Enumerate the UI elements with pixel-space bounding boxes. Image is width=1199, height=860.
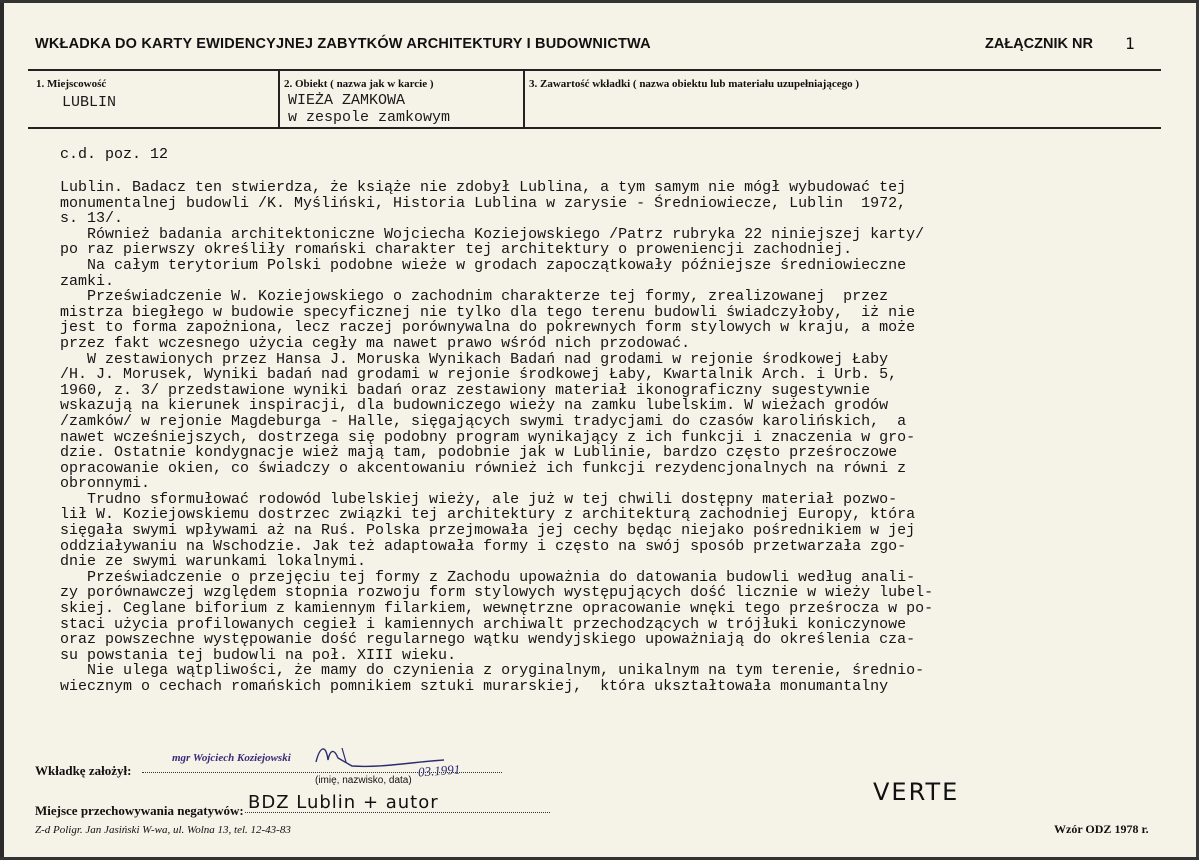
- locality-value: LUBLIN: [62, 94, 117, 111]
- negatives-line: [245, 812, 550, 813]
- object-label: 2. Obiekt: [284, 78, 328, 90]
- body-line: Na całym terytorium Polski podobne wieże w grodach zapoczątkowały późniejsze średniowieczne: [60, 256, 907, 274]
- body-line: staci użycia profilowanych cegieł i kamiennych archiwalt przechodzących w trójłuki koniczynowe: [60, 615, 907, 633]
- body-line: lił W. Koziejowskiemu dostrzec związki tej architektury z architekturą zachodniej Europy, która: [60, 506, 916, 524]
- continuation-reference: c.d. poz. 12: [60, 146, 169, 163]
- body-line: W zestawionych przez Hansa J. Moruska Wynikach Badań nad grodami w rejonie środkowej Łaby: [60, 350, 889, 368]
- verte-mark: VERTE: [873, 778, 960, 806]
- body-line: s. 13/.: [60, 210, 124, 228]
- printer-imprint: Z-d Poligr. Jan Jasiński W-wa, ul. Wolna 13, tel. 12-43-83: [35, 824, 291, 836]
- body-line: oraz powszechne występowanie dość regularnego wątku wendyjskiego upoważniają do określenia cza-: [60, 631, 916, 649]
- body-line: dzie. Ostatnie kondygnacje wież mają tam, podobnie jak w Lublinie, bardzo często prześroczowe: [60, 444, 898, 462]
- body-line: Przeświadczenie W. Koziejowskiego o zachodnim charakterze tej formy, zrealizowanej przez: [60, 288, 889, 306]
- attachment-number: 1: [1125, 34, 1135, 53]
- body-line: Przeświadczenie o przejęciu tej formy z Zachodu upoważnia do datowania budowli według anali-: [60, 568, 916, 586]
- object-value-line2: w zespole zamkowym: [288, 109, 451, 126]
- content-label-note: ( nazwa obiektu lub materiału uzupełniającego ): [632, 78, 860, 90]
- compiled-by-line: [142, 772, 502, 773]
- body-line: skiej. Ceglane biforium z kamiennym filarkiem, wewnętrzne opracowanie wnęki tego prześrocza w po-: [60, 600, 934, 618]
- body-line: zy porównawczej względem stopnia rozwoju form stylowych występujących dość licznie w wieży lubel-: [60, 584, 934, 602]
- content-label-wrap: [529, 78, 859, 90]
- body-line: nawet wcześniejszych, dostrzega się podobny program wynikający z ich funkcji i znaczenia w gro-: [60, 428, 916, 446]
- compiled-by-label: Wkładkę założył:: [35, 763, 132, 778]
- negatives-value: BDZ Lublin + autor: [248, 792, 439, 813]
- scan-edge-left: [0, 0, 4, 860]
- body-line: oddziaływaniu na Wschodzie. Jak też adaptowała formy i często na swój sposób przetwarzała zgo-: [60, 537, 907, 555]
- body-line: Również badania architektoniczne Wojciecha Koziejowskiego /Patrz rubryka 22 niniejszej karty/: [60, 225, 925, 243]
- body-line: zamki.: [60, 272, 115, 290]
- body-line: mistrza biegłego w budowie specyficznej nie tylko dla tego terenu budowli świadczyłoby, iż nie: [60, 303, 916, 321]
- body-line: opracowanie okien, co świadczy o akcentowaniu również ich funkcji rezydencjonalnych na równi z: [60, 459, 907, 477]
- compiled-date: 03.1991: [417, 761, 461, 780]
- negatives-label: Miejsce przechowywania negatywów:: [35, 803, 244, 818]
- body-line: obronnymi.: [60, 475, 151, 493]
- author-stamp: mgr Wojciech Koziejowski: [172, 752, 291, 764]
- body-line: /H. J. Morusek, Wyniki badań nad grodami w rejonie środkowej Łaby, Kwartalnik Arch. i Urb. 5,: [60, 366, 898, 384]
- body-line: przez fakt wczesnego użycia cegły ma nawet prawo wśród nich przodować.: [60, 334, 691, 352]
- body-line: wskazują na kierunek inspiracji, dla budowniczego wieży na zamku lubelskim. W wieżach grodów: [60, 397, 889, 415]
- body-text: [60, 180, 1150, 695]
- object-value-line1: WIEŻA ZAMKOWA: [288, 92, 406, 109]
- object-label-note: ( nazwa jak w karcie ): [330, 78, 434, 90]
- form-title: WKŁADKA DO KARTY EWIDENCYJNEJ ZABYTKÓW ARCHITEKTURY I BUDOWNICTWA: [35, 36, 651, 52]
- field-divider-1: [278, 70, 280, 128]
- body-line: /zamków/ w rejonie Magdeburga - Halle, sięgających swymi tradycjami do czasów karolińskich, a: [60, 412, 907, 430]
- body-line: dnie ze swymi warunkami lokalnymi.: [60, 553, 367, 571]
- body-line: jest to forma zapożniona, lecz raczej porównywalna do pokrewnych form stylowych w kraju, a może: [60, 319, 916, 337]
- attachment-label: ZAŁĄCZNIK NR: [985, 36, 1093, 52]
- locality-label: 1. Miejscowość: [36, 78, 107, 90]
- body-line: po raz pierwszy określiły romański charakter tej architektury o proweniencji zachodniej.: [60, 241, 853, 259]
- body-line: Lublin. Badacz ten stwierdza, że książe nie zdobył Lublina, a tym samym nie mógł wybudować tej: [60, 179, 907, 196]
- compiled-by-hint: (imię, nazwisko, data): [315, 775, 412, 786]
- form-template-label: Wzór ODZ 1978 r.: [1054, 822, 1149, 836]
- scan-edge-top: [0, 0, 1199, 3]
- body-line: sięgała swymi wpływami aż na Ruś. Polska przejmowała jej cechy będąc niejako pośrednikiem w jej: [60, 522, 916, 540]
- header-rule-bottom: [28, 127, 1161, 129]
- body-line: 1960, z. 3/ przedstawione wyniki badań oraz zestawiony materiał ikonograficzny sugestywnie: [60, 381, 871, 399]
- content-label: 3. Zawartość wkładki: [529, 78, 631, 90]
- body-line: Nie ulega wątpliwości, że mamy do czynienia z oryginalnym, unikalnym na tym terenie, średnio-: [60, 662, 925, 680]
- body-line: monumentalnej budowli /K. Myśliński, Historia Lublina w zarysie - Średniowiecze, Lublin 1972,: [60, 194, 907, 212]
- object-label-wrap: [284, 78, 434, 90]
- body-line: wiecznym o cechach romańskich pomnikiem sztuki murarskiej, która ukształtowała monumantalny: [60, 678, 889, 695]
- body-line: Trudno sformułować rodowód lubelskiej wieży, ale już w tej chwili dostępny materiał pozwo-: [60, 490, 898, 508]
- header-rule-top: [28, 69, 1161, 71]
- body-line: su powstania tej budowli na poł. XIII wieku.: [60, 646, 457, 664]
- field-divider-2: [523, 70, 525, 128]
